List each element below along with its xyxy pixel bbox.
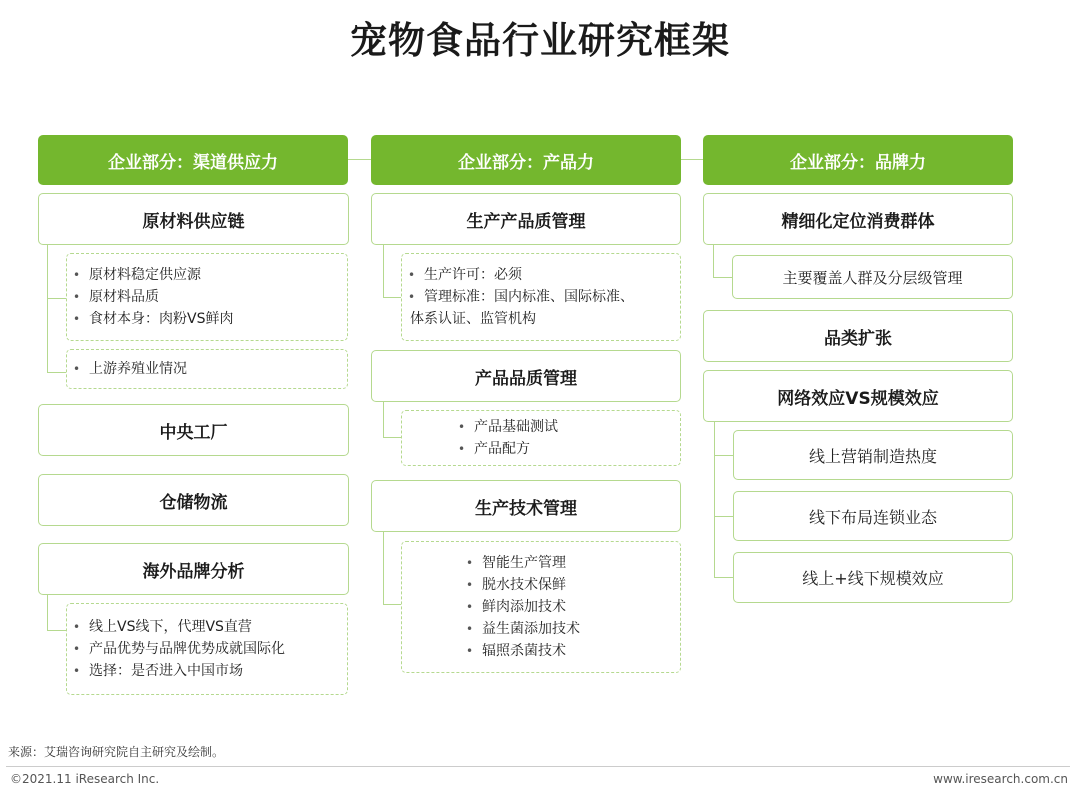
- column-header-brand-power: 企业部分：品牌力: [703, 135, 1013, 185]
- page-title: 宠物食品行业研究框架: [350, 19, 730, 62]
- node-production-quality: 生产产品质管理: [371, 193, 681, 245]
- tree-connector: [383, 604, 401, 605]
- list-item: • 生产许可：必须: [402, 264, 680, 286]
- list-item: • 智能生产管理: [460, 552, 680, 574]
- header-connector: [348, 159, 372, 160]
- node-production-technology: 生产技术管理: [371, 480, 681, 532]
- list-item: • 上游养殖业情况: [67, 358, 347, 380]
- footer-divider: [6, 766, 1070, 767]
- list-item: • 辐照杀菌技术: [460, 640, 680, 662]
- list-item: • 脱水技术保鲜: [460, 574, 680, 596]
- node-category-expansion: 品类扩张: [703, 310, 1013, 362]
- node-sub-online-marketing: 线上营销制造热度: [733, 430, 1013, 480]
- list-item: • 食材本身：肉粉VS鲜肉: [67, 308, 347, 330]
- tree-connector: [714, 422, 715, 577]
- header-connector: [681, 159, 703, 160]
- tree-connector: [383, 437, 401, 438]
- list-item: • 产品基础测试: [452, 416, 680, 438]
- list-item: • 管理标准：国内标准、国际标准、: [402, 286, 680, 308]
- node-network-vs-scale: 网络效应VS规模效应: [703, 370, 1013, 422]
- node-precise-positioning: 精细化定位消费群体: [703, 193, 1013, 245]
- node-overseas-brand-analysis: 海外品牌分析: [38, 543, 349, 595]
- detail-overseas-brand: [66, 603, 348, 695]
- tree-connector: [47, 372, 66, 373]
- tree-connector: [383, 245, 384, 297]
- detail-upstream: [66, 349, 348, 389]
- source-note: 来源：艾瑞咨询研究院自主研究及绘制。: [8, 745, 225, 759]
- list-item: • 原材料品质: [67, 286, 347, 308]
- tree-connector: [47, 298, 66, 299]
- tree-connector: [47, 595, 48, 630]
- tree-connector: [713, 245, 714, 277]
- tree-connector: [383, 532, 384, 604]
- tree-connector: [383, 297, 401, 298]
- list-item: • 益生菌添加技术: [460, 618, 680, 640]
- list-item-continuation: 体系认证、监管机构: [410, 311, 536, 327]
- list-item: • 线上VS线下，代理VS直营: [67, 616, 347, 638]
- copyright: ©2021.11 iResearch Inc.: [10, 772, 160, 786]
- tree-connector: [713, 277, 732, 278]
- tree-connector: [47, 245, 48, 373]
- node-raw-material-supply-chain: 原材料供应链: [38, 193, 349, 245]
- node-sub-offline-chain: 线下布局连锁业态: [733, 491, 1013, 541]
- node-product-quality: 产品品质管理: [371, 350, 681, 402]
- detail-product-quality: [401, 410, 681, 466]
- list-item: • 产品配方: [452, 438, 680, 460]
- list-item: • 产品优势与品牌优势成就国际化: [67, 638, 347, 660]
- list-item: • 原材料稳定供应源: [67, 264, 347, 286]
- column-header-product-power: 企业部分：产品力: [371, 135, 681, 185]
- node-warehousing-logistics: 仓储物流: [38, 474, 349, 526]
- tree-connector: [47, 630, 66, 631]
- list-item: • 鲜肉添加技术: [460, 596, 680, 618]
- detail-raw-material: [66, 253, 348, 341]
- list-item: • 选择：是否进入中国市场: [67, 660, 347, 682]
- tree-connector: [383, 402, 384, 437]
- tree-connector: [714, 455, 733, 456]
- footer-url: www.iresearch.com.cn: [933, 772, 1068, 786]
- tree-connector: [714, 577, 733, 578]
- node-sub-audience-management: 主要覆盖人群及分层级管理: [732, 255, 1013, 299]
- detail-production-technology: [401, 541, 681, 673]
- node-central-factory: 中央工厂: [38, 404, 349, 456]
- node-sub-omnichannel-scale: 线上+线下规模效应: [733, 552, 1013, 603]
- tree-connector: [714, 516, 733, 517]
- column-header-channel-supply: 企业部分：渠道供应力: [38, 135, 348, 185]
- detail-production-quality: [401, 253, 681, 341]
